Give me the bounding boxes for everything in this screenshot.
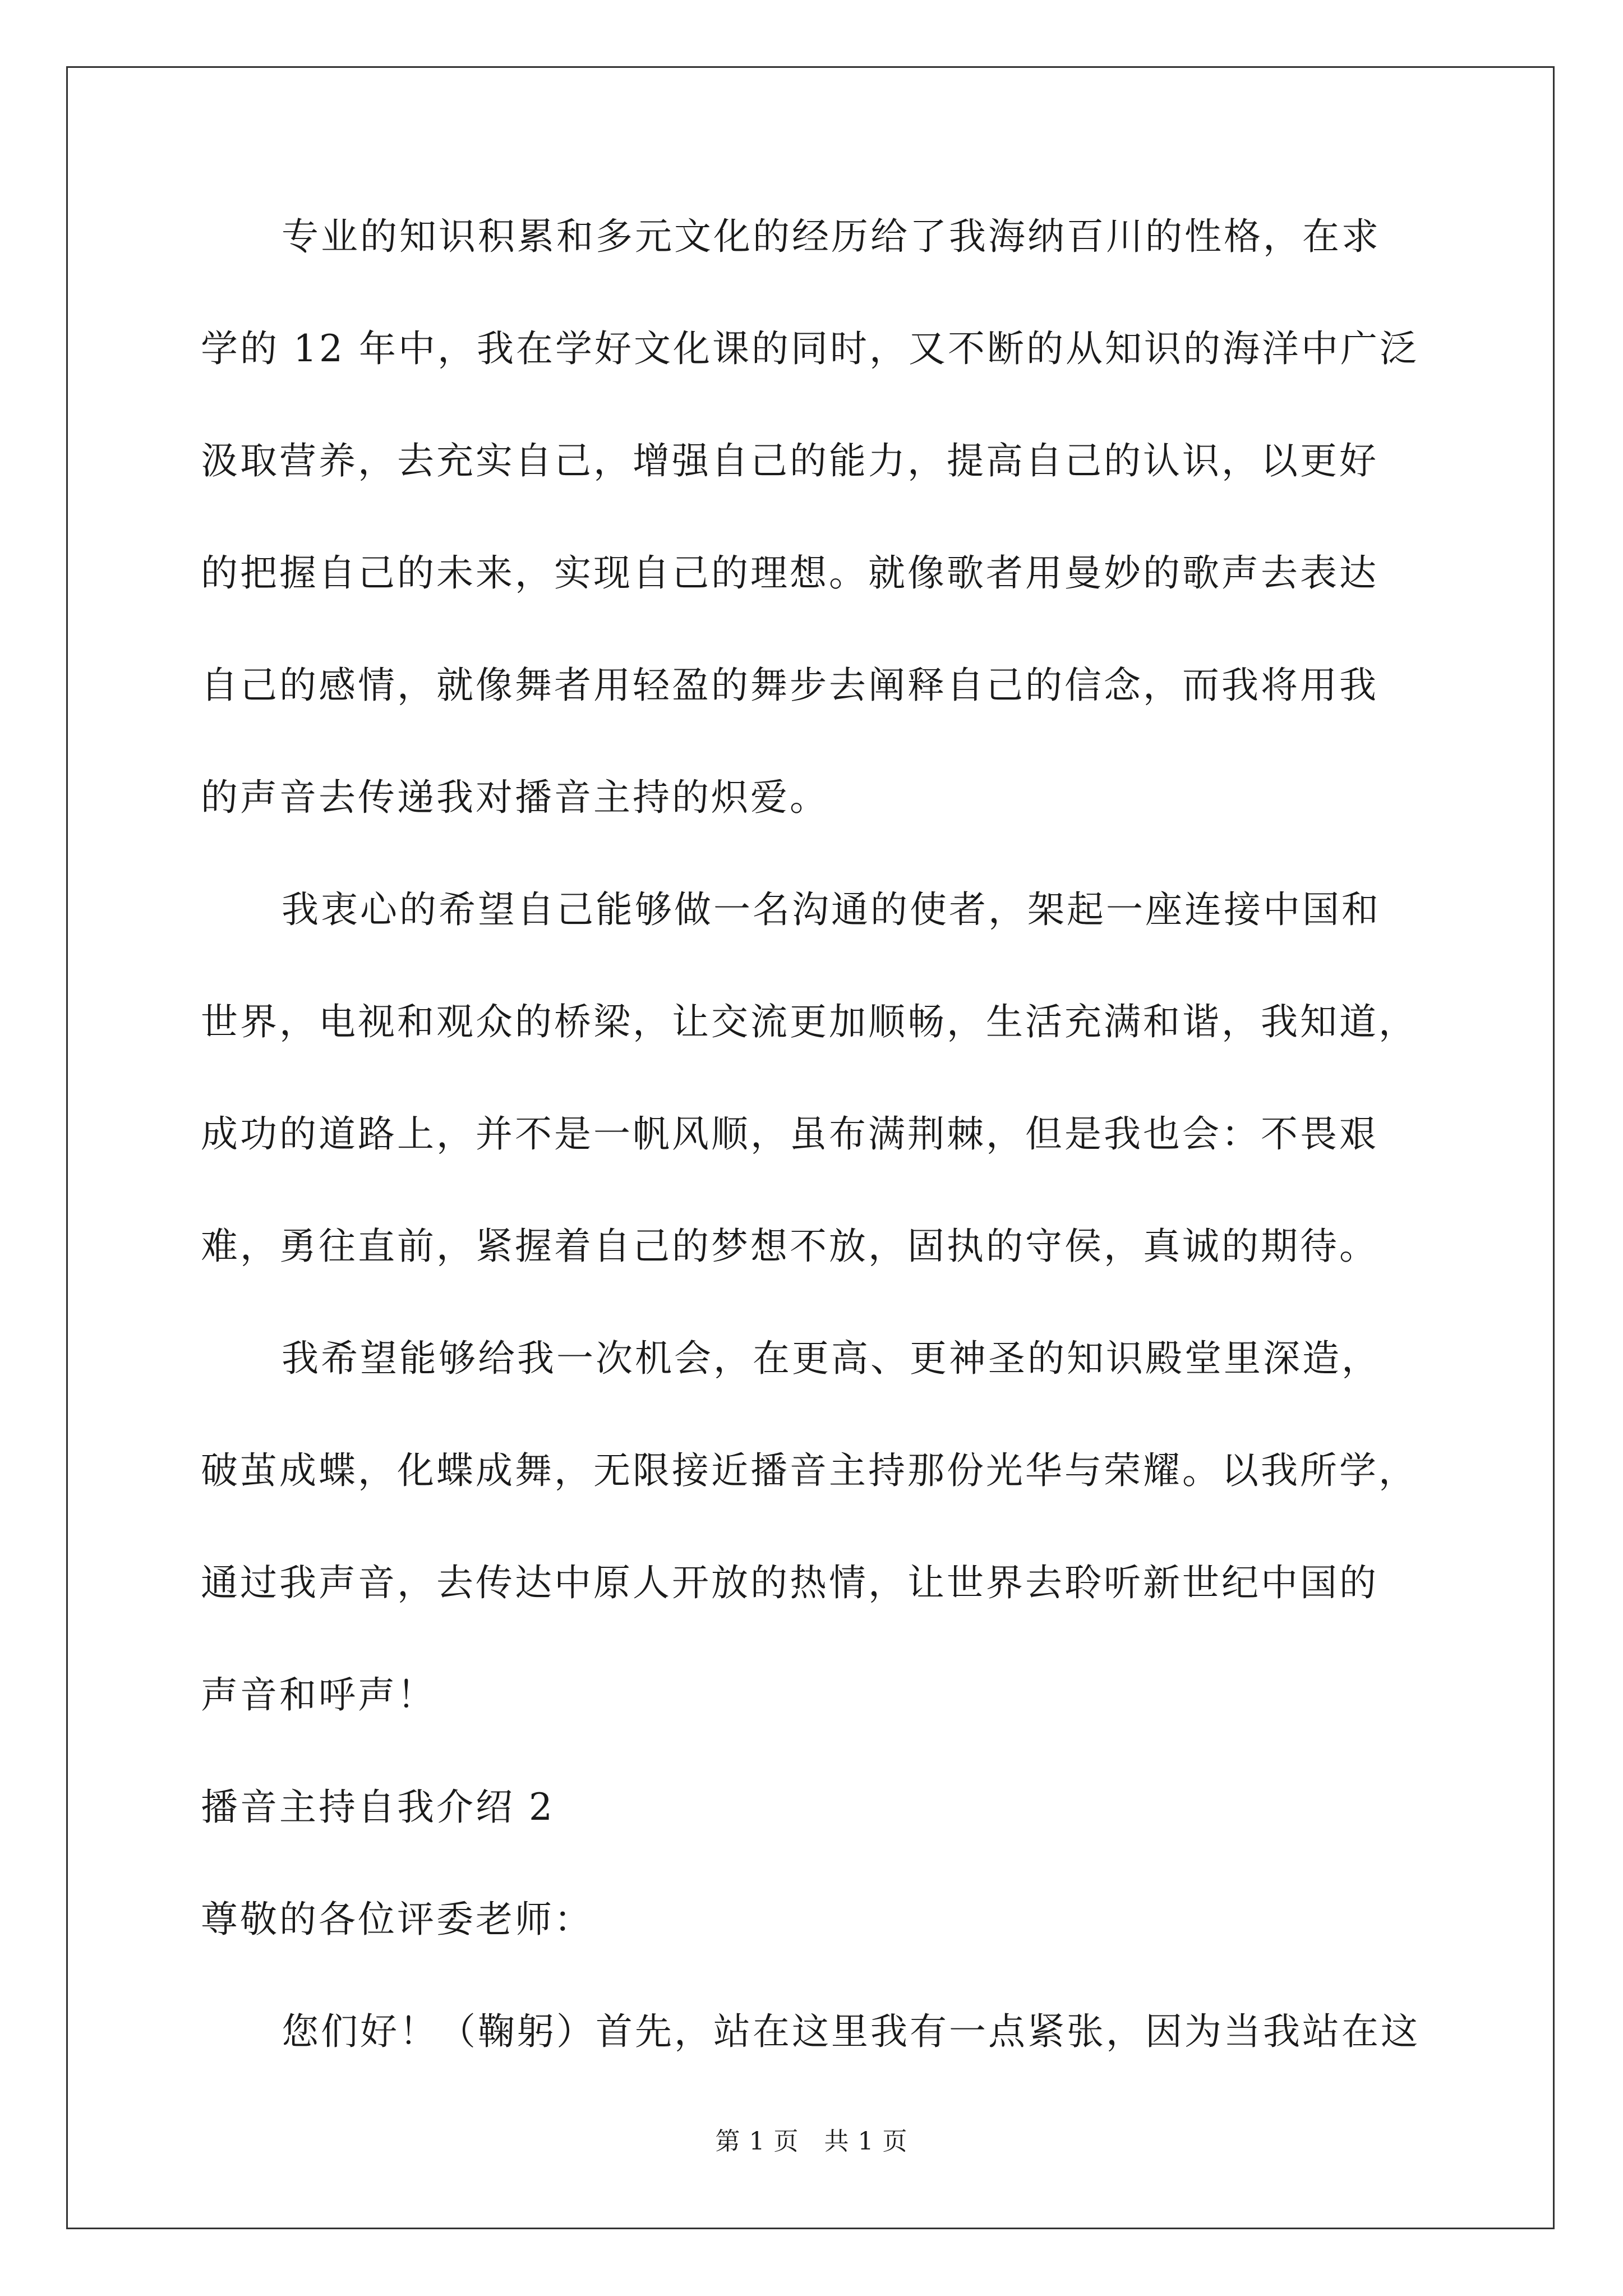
paragraph-1-line-1: 专业的知识积累和多元文化的经历给了我海纳百川的性格，在求 <box>282 215 1381 258</box>
salutation: 尊敬的各位评委老师： <box>201 1898 593 1941</box>
paragraph-2-line-3: 成功的道路上，并不是一帆风顺，虽布满荆棘，但是我也会：不畏艰 <box>201 1112 1378 1156</box>
paragraph-2-line-4: 难，勇往直前，紧握着自己的梦想不放，固执的守侯，真诚的期待。 <box>201 1225 1378 1268</box>
paragraph-3-line-4: 声音和呼声！ <box>201 1673 436 1717</box>
page-footer <box>0 2126 1623 2157</box>
paragraph-1-line-2: 学的 12 年中，我在学好文化课的同时，又不断的从知识的海洋中广泛 <box>201 327 1419 370</box>
paragraph-1-line-3: 汲取营养，去充实自己，增强自己的能力，提高自己的认识，以更好 <box>201 439 1378 482</box>
section-heading: 播音主持自我介绍 2 <box>201 1786 555 1829</box>
page-number: 第 1 页 共 1 页 <box>715 2127 908 2156</box>
paragraph-3-line-3: 通过我声音，去传达中原人开放的热情，让世界去聆听新世纪中国的 <box>201 1561 1378 1604</box>
paragraph-4-line-1: 您们好！（鞠躬）首先，站在这里我有一点紧张，因为当我站在这 <box>282 2010 1420 2053</box>
paragraph-1-line-5: 自己的感情，就像舞者用轻盈的舞步去阐释自己的信念，而我将用我 <box>201 664 1378 707</box>
paragraph-3-line-1: 我希望能够给我一次机会，在更高、更神圣的知识殿堂里深造， <box>282 1337 1381 1380</box>
paragraph-2-line-1: 我衷心的希望自己能够做一名沟通的使者，架起一座连接中国和 <box>282 888 1381 931</box>
paragraph-2-line-2: 世界，电视和观众的桥梁，让交流更加顺畅，生活充满和谐，我知道， <box>201 1000 1418 1043</box>
paragraph-1-line-6: 的声音去传递我对播音主持的炽爱。 <box>201 776 829 819</box>
paragraph-1-line-4: 的把握自己的未来，实现自己的理想。就像歌者用曼妙的歌声去表达 <box>201 551 1378 595</box>
paragraph-3-line-2: 破茧成蝶，化蝶成舞，无限接近播音主持那份光华与荣耀。以我所学， <box>201 1449 1418 1492</box>
